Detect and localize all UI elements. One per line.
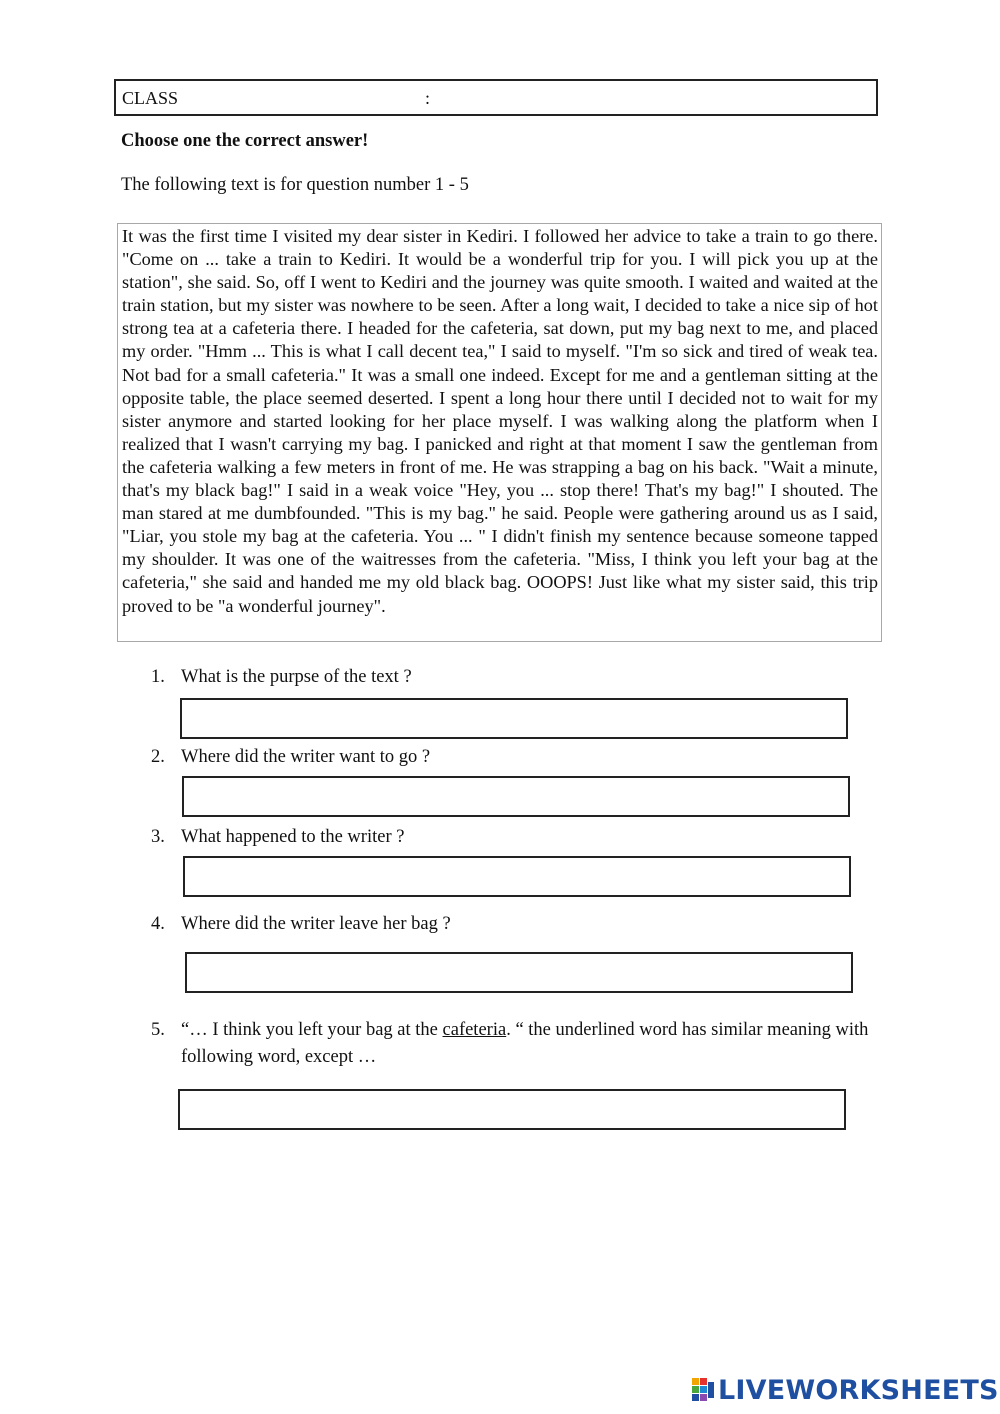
question-text: What is the purpse of the text ?: [181, 667, 412, 687]
question-number: 4.: [151, 914, 165, 934]
question-text: Where did the writer leave her bag ?: [181, 914, 451, 934]
liveworksheets-logo-icon: [692, 1376, 716, 1404]
reading-passage: It was the first time I visited my dear sister in Kediri. I followed her advice to take a train to go there. "Come on ... take a train to Kediri. It would be a wonderful trip for you. I will pick you up at the station", she said. So, off I went to Kediri and the journey was quite smooth. I waited and waited at the train station, but my sister was nowhere to be seen. After a long wait, I decided to take a nice sip of hot strong tea at a cafeteria there. I headed for the cafeteria, sat down, put my bag next to me, and placed my order. "Hmm ... This is what I call decent tea," I said to myself. "I'm so sick and tired of weak tea. Not bad for a small cafeteria." It was a small one indeed. Except for me and a gentleman sitting at the opposite table, the place seemed deserted. I spent a long hour there until I decided not to wait for my sister anymore and started looking for her place myself. I was walking along the platform when I realized that I wasn't carrying my bag. I panicked and right at that moment I saw the gentleman from the cafeteria walking a few meters in front of me. He was strapping a bag on his back. "Wait a minute, that's my black bag!" I said in a weak voice "Hey, you ... stop there! That's my bag!" I shouted. The man stared at me dumbfounded. "This is my bag." he said. People were gathering around us as I said, "Liar, you stole my bag at the cafeteria. You ... " I didn't finish my sentence because someone tapped my shoulder. It was one of the waitresses from the cafeteria. "Miss, I think you left your bag at the cafeteria," she said and handed me my old black bag. OOOPS! Just like what my sister said, this trip proved to be "a wonderful journey".: [117, 223, 882, 642]
class-field-box: [114, 79, 878, 116]
question-text-after: . “ the underlined word has similar meaning with following word, except …: [181, 1020, 869, 1067]
underlined-word: cafeteria: [442, 1020, 507, 1040]
answer-box-5[interactable]: [178, 1089, 846, 1130]
answer-box-3[interactable]: [183, 856, 851, 897]
liveworksheets-footer: [692, 1374, 999, 1406]
class-colon: :: [425, 88, 431, 108]
question-text: What happened to the writer ?: [181, 827, 405, 847]
answer-box-1[interactable]: [180, 698, 848, 739]
question-number: 2.: [151, 747, 165, 767]
question-text: [181, 1017, 891, 1071]
question-number: 1.: [151, 667, 165, 687]
class-label: CLASS: [122, 88, 179, 108]
brand-name: LIVEWORKSHEETS: [718, 1374, 999, 1406]
answer-box-4[interactable]: [185, 952, 853, 993]
question-number: 3.: [151, 827, 165, 847]
answer-box-2[interactable]: [182, 776, 850, 817]
instruction-heading: Choose one the correct answer!: [121, 131, 369, 151]
question-number: 5.: [151, 1020, 165, 1040]
question-text: Where did the writer want to go ?: [181, 747, 431, 767]
intro-text: The following text is for question number 1 - 5: [121, 175, 469, 195]
question-text-before: “… I think you left your bag at the: [181, 1020, 443, 1040]
